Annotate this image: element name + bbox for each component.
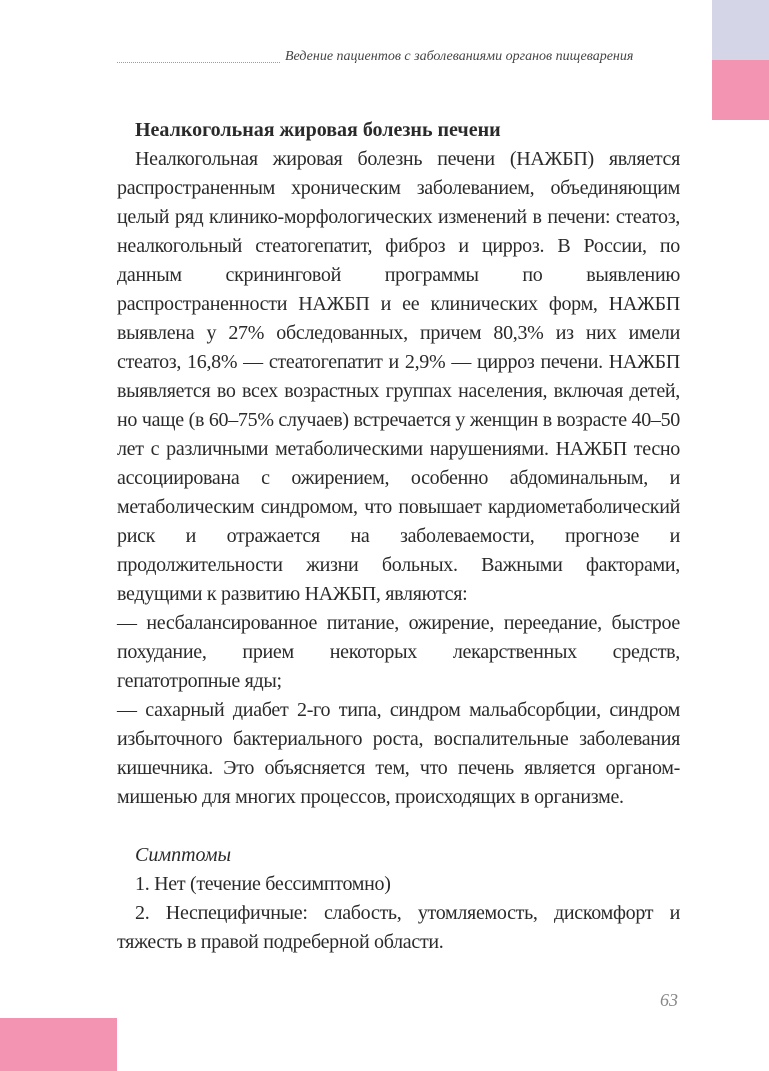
symptoms-title: Симптомы	[135, 844, 232, 866]
running-header: Ведение пациентов с заболеваниями органов пищеварения	[285, 49, 634, 64]
section-paragraph: Неалкогольная жировая болезнь печени (НАЖБП) является распространенным хроническим заболеванием, объединяющим целый ряд клинико-морфологических изменений в печени: стеатоз, неалкогольный стеатогепатит, фиброз и цирроз. В России, по данным скрининговой программы по выявлению распространенности НАЖБП и ее клинических форм, НАЖБП выявлена у 27% обследованных, причем 80,3% из них имели стеатоз, 16,8% — стеатогепатит и 2,9% — цирроз печени. НАЖБП выявляется во всех возрастных группах населения, включая детей, но чаще (в 60–75% случаев) встречается у женщин в возрасте 40–50 лет с различными метаболическими нарушениями. НАЖБП тесно ассоциирована с ожирением, особенно абдоминальным, и метаболическим синдромом, что повышает кардиометаболический риск и отражается на заболеваемости, прогнозе и продолжительности жизни больных. Важными факторами, ведущими к развитию НАЖБП, являются:	[117, 148, 680, 605]
header-dotted-rule	[117, 62, 280, 63]
page-content	[117, 116, 680, 957]
symptom-item: 2. Неспецифичные: слабость, утомляемость, дискомфорт и тяжесть в правой подреберной области.	[117, 902, 680, 953]
pink-footer-tab	[0, 1018, 117, 1071]
spacer	[117, 812, 680, 841]
lavender-corner-tab	[712, 0, 769, 60]
factor-item: — несбалансированное питание, ожирение, переедание, быстрое похудание, прием некоторых лекарственных средств, гепатотропные яды;	[117, 612, 680, 692]
pink-corner-tab	[712, 60, 769, 120]
factor-item: — сахарный диабет 2-го типа, синдром мальабсорбции, синдром избыточного бактериального роста, воспалительные заболевания кишечника. Это объясняется тем, что печень является органом-мишенью для многих процессов, происходящих в организме.	[117, 699, 680, 808]
page-number: 63	[660, 990, 678, 1010]
symptom-item: 1. Нет (течение бессимптомно)	[135, 873, 391, 895]
section-title: Неалкогольная жировая болезнь печени	[135, 119, 501, 141]
